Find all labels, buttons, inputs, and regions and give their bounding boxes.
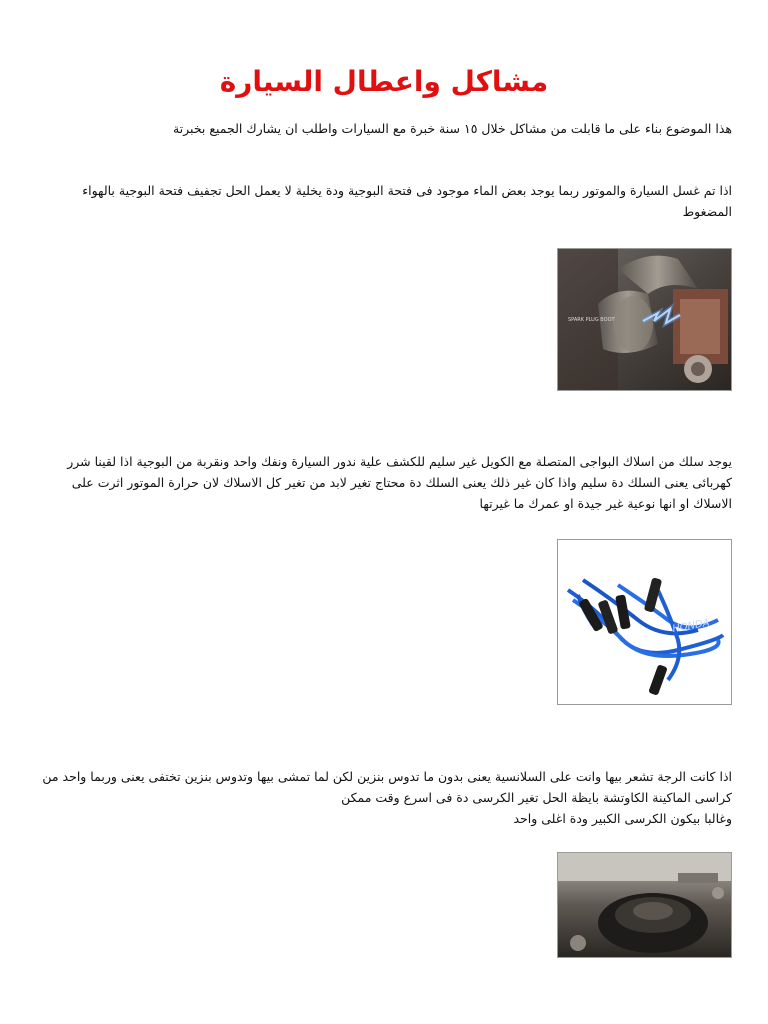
paragraph-engine-mounts: اذا كانت الرجة تشعر بيها وانت على السلانسية يعنى بدون ما تدوس بنزين لكن لما تمشى بيها وتدوس بنزين تختفى يعنى وربما واحد من كراسى الماكينة الكاوتشة بايظة الحل تغير الكرسى دة فى اسرع وقت ممكن وغالبا بيكون الكرسى الكبير ودة اغلى واحد xyxy=(42,769,732,826)
paragraph-spark-plug-water: اذا تم غسل السيارة والموتور ربما يوجد بعض الماء موجود فى فتحة البوجية ودة يخلية لا يعمل الحل تجفيف فتحة البوجية بالهواء المضغوط xyxy=(82,183,732,219)
spark-plug-label: SPARK PLUG BOOT xyxy=(568,317,615,323)
page-title: مشاكل واعطال السيارة xyxy=(219,64,549,98)
engine-mount-illustration xyxy=(558,853,731,957)
wires-brand-text: HONDA xyxy=(671,617,711,635)
spark-plug-photo xyxy=(557,248,732,391)
ignition-wires-illustration xyxy=(558,540,731,704)
ignition-wires-photo xyxy=(557,539,732,705)
engine-mount-photo xyxy=(557,852,732,958)
spark-plug-illustration xyxy=(558,249,731,390)
paragraph-intro: هذا الموضوع بناء على ما قابلت من مشاكل خلال ١٥ سنة خبرة مع السيارات واطلب ان يشارك الجميع بخبرتة xyxy=(172,121,732,136)
paragraph-plug-wires: يوجد سلك من اسلاك البواجى المتصلة مع الكويل غير سليم للكشف علية ندور السيارة ونفك واحد ونقربة من البوجية اذا لقينا شرر كهربائى يعنى السلك دة سليم واذا كان غير ذلك يعنى السلك دة محتاج تغير لابد من تغير كل الاسلاك لان حرارة الموتور اثرت على الاسلاك او انها نوعية غير جيدة او عمرك ما غيرتها xyxy=(67,454,732,511)
